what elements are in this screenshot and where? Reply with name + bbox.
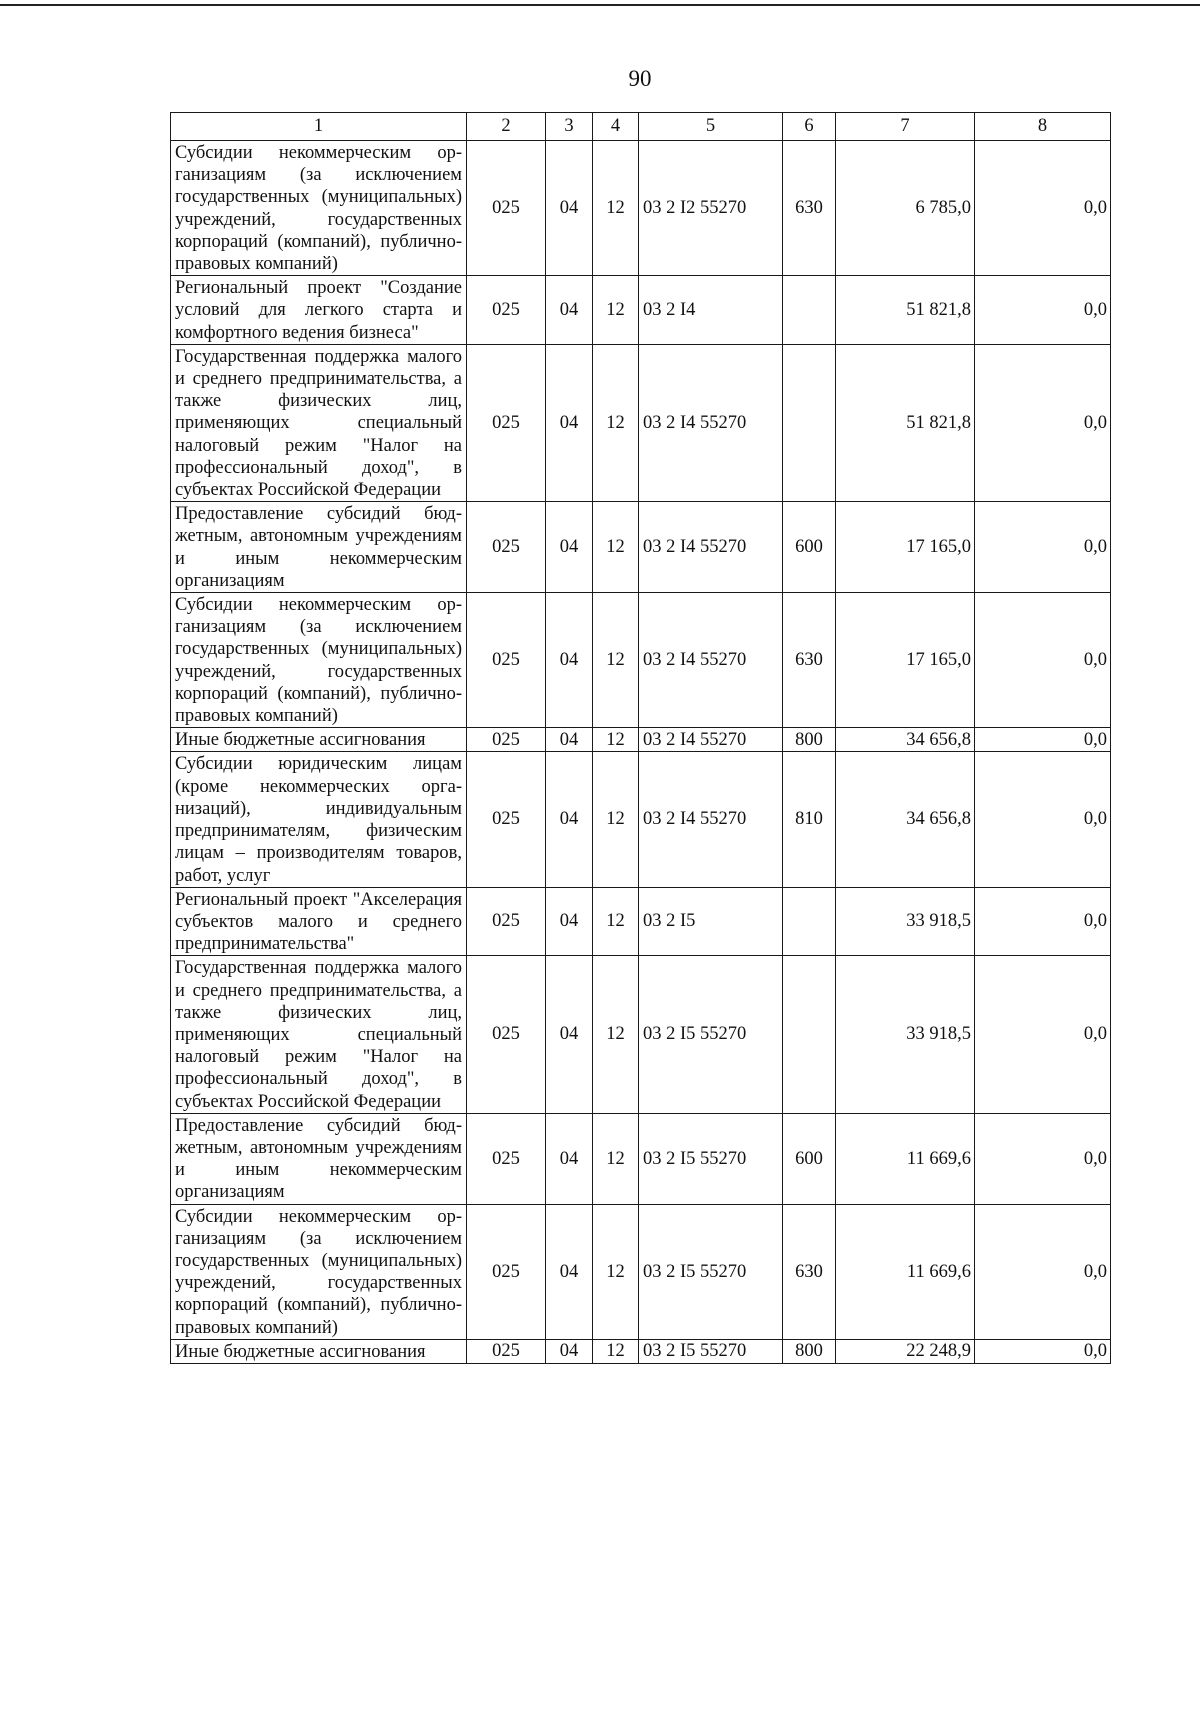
- row-name-cell: Иные бюджетные ассигнования: [171, 1339, 467, 1363]
- row-col-5-cell: 03 2 I5 55270: [639, 1204, 783, 1339]
- row-name-cell: Региональный проект "Акселерация субъектов малого и среднего предпринимательства": [171, 887, 467, 956]
- row-col-7-cell: 17 165,0: [836, 593, 975, 728]
- row-col-5-cell: 03 2 I5 55270: [639, 1113, 783, 1204]
- row-col-4-cell: 12: [593, 1113, 639, 1204]
- row-col-2-cell: 025: [467, 1113, 546, 1204]
- table-row: [171, 1204, 1111, 1339]
- header-col-5: 5: [639, 113, 783, 141]
- row-col-6-cell: [783, 887, 836, 956]
- row-col-8-cell: 0,0: [975, 502, 1111, 593]
- row-col-4-cell: 12: [593, 276, 639, 345]
- row-col-3-cell: 04: [546, 1113, 593, 1204]
- row-col-5-cell: 03 2 I2 55270: [639, 141, 783, 276]
- row-col-8-cell: 0,0: [975, 344, 1111, 501]
- row-col-4-cell: 12: [593, 1339, 639, 1363]
- table-body: [171, 113, 1111, 1364]
- row-col-7-cell: 51 821,8: [836, 276, 975, 345]
- header-col-3: 3: [546, 113, 593, 141]
- row-col-2-cell: 025: [467, 1204, 546, 1339]
- row-col-3-cell: 04: [546, 1204, 593, 1339]
- row-name-cell: Иные бюджетные ассигнования: [171, 728, 467, 752]
- table-row: [171, 276, 1111, 345]
- header-col-2: 2: [467, 113, 546, 141]
- row-col-3-cell: 04: [546, 1339, 593, 1363]
- row-col-3-cell: 04: [546, 752, 593, 887]
- row-col-7-cell: 22 248,9: [836, 1339, 975, 1363]
- row-col-6-cell: 630: [783, 141, 836, 276]
- row-name-cell: Государственная поддержка малого и среднего предпринимательства, а также физических лиц, применяющих специальный налоговый режим "Налог на профессиональный доход", в субъектах Российской Федерации: [171, 956, 467, 1113]
- page-number: 90: [628, 66, 652, 91]
- row-col-8-cell: 0,0: [975, 276, 1111, 345]
- row-col-5-cell: 03 2 I4 55270: [639, 344, 783, 501]
- row-col-6-cell: 800: [783, 1339, 836, 1363]
- row-col-5-cell: 03 2 I4 55270: [639, 502, 783, 593]
- header-row: [171, 113, 1111, 141]
- row-col-4-cell: 12: [593, 1204, 639, 1339]
- header-col-4: 4: [593, 113, 639, 141]
- row-col-2-cell: 025: [467, 728, 546, 752]
- table-row: [171, 344, 1111, 501]
- table-row: [171, 728, 1111, 752]
- row-col-4-cell: 12: [593, 593, 639, 728]
- top-edge-rule: [0, 4, 1200, 6]
- row-col-5-cell: 03 2 I4 55270: [639, 728, 783, 752]
- row-col-7-cell: 33 918,5: [836, 956, 975, 1113]
- row-col-8-cell: 0,0: [975, 752, 1111, 887]
- row-col-7-cell: 11 669,6: [836, 1113, 975, 1204]
- row-name-cell: Субсидии некоммерческим организациям (за исключением государственных (муниципальных) учреждений, государственных корпораций (компаний), публично-правовых компаний): [171, 141, 467, 276]
- row-col-7-cell: 34 656,8: [836, 728, 975, 752]
- row-col-2-cell: 025: [467, 752, 546, 887]
- row-col-3-cell: 04: [546, 593, 593, 728]
- row-col-2-cell: 025: [467, 1339, 546, 1363]
- row-col-2-cell: 025: [467, 502, 546, 593]
- row-col-3-cell: 04: [546, 502, 593, 593]
- row-col-2-cell: 025: [467, 956, 546, 1113]
- row-col-6-cell: 600: [783, 502, 836, 593]
- row-col-8-cell: 0,0: [975, 1113, 1111, 1204]
- row-col-8-cell: 0,0: [975, 956, 1111, 1113]
- row-col-5-cell: 03 2 I5 55270: [639, 1339, 783, 1363]
- table-row: [171, 752, 1111, 887]
- row-col-5-cell: 03 2 I4 55270: [639, 593, 783, 728]
- row-col-4-cell: 12: [593, 728, 639, 752]
- row-col-3-cell: 04: [546, 956, 593, 1113]
- row-col-8-cell: 0,0: [975, 728, 1111, 752]
- table-row: [171, 1113, 1111, 1204]
- row-col-3-cell: 04: [546, 728, 593, 752]
- row-col-2-cell: 025: [467, 141, 546, 276]
- row-col-8-cell: 0,0: [975, 1339, 1111, 1363]
- row-col-6-cell: 630: [783, 593, 836, 728]
- row-name-cell: Субсидии некоммерческим организациям (за исключением государственных (муниципальных) учреждений, государственных корпораций (компаний), публично-правовых компаний): [171, 1204, 467, 1339]
- row-col-4-cell: 12: [593, 502, 639, 593]
- row-col-7-cell: 34 656,8: [836, 752, 975, 887]
- header-col-1: 1: [171, 113, 467, 141]
- row-col-2-cell: 025: [467, 344, 546, 501]
- row-col-6-cell: 630: [783, 1204, 836, 1339]
- row-col-5-cell: 03 2 I5: [639, 887, 783, 956]
- budget-table: [170, 112, 1111, 1364]
- row-col-4-cell: 12: [593, 887, 639, 956]
- table-row: [171, 1339, 1111, 1363]
- row-col-6-cell: [783, 344, 836, 501]
- row-col-6-cell: 810: [783, 752, 836, 887]
- row-col-6-cell: 600: [783, 1113, 836, 1204]
- row-col-6-cell: 800: [783, 728, 836, 752]
- row-col-3-cell: 04: [546, 344, 593, 501]
- header-col-6: 6: [783, 113, 836, 141]
- table-row: [171, 887, 1111, 956]
- row-col-6-cell: [783, 956, 836, 1113]
- table-row: [171, 141, 1111, 276]
- header-col-8: 8: [975, 113, 1111, 141]
- row-col-7-cell: 17 165,0: [836, 502, 975, 593]
- row-col-2-cell: 025: [467, 887, 546, 956]
- row-col-3-cell: 04: [546, 887, 593, 956]
- row-col-7-cell: 11 669,6: [836, 1204, 975, 1339]
- row-col-2-cell: 025: [467, 276, 546, 345]
- row-col-7-cell: 51 821,8: [836, 344, 975, 501]
- row-col-3-cell: 04: [546, 276, 593, 345]
- row-col-6-cell: [783, 276, 836, 345]
- row-col-4-cell: 12: [593, 956, 639, 1113]
- row-name-cell: Региональный проект "Создание условий для легкого старта и комфортного ведения бизнеса": [171, 276, 467, 345]
- row-col-8-cell: 0,0: [975, 141, 1111, 276]
- row-name-cell: Предоставление субсидий бюджетным, автономным учреждениям и иным некоммерческим организациям: [171, 502, 467, 593]
- table-row: [171, 502, 1111, 593]
- row-col-8-cell: 0,0: [975, 1204, 1111, 1339]
- table-row: [171, 593, 1111, 728]
- header-col-7: 7: [836, 113, 975, 141]
- row-col-5-cell: 03 2 I4: [639, 276, 783, 345]
- row-col-5-cell: 03 2 I4 55270: [639, 752, 783, 887]
- row-col-2-cell: 025: [467, 593, 546, 728]
- row-col-4-cell: 12: [593, 141, 639, 276]
- row-name-cell: Государственная поддержка малого и среднего предпринимательства, а также физических лиц, применяющих специальный налоговый режим "Налог на профессиональный доход", в субъектах Российской Федерации: [171, 344, 467, 501]
- row-name-cell: Субсидии некоммерческим организациям (за исключением государственных (муниципальных) учреждений, государственных корпораций (компаний), публично-правовых компаний): [171, 593, 467, 728]
- row-col-8-cell: 0,0: [975, 887, 1111, 956]
- row-col-4-cell: 12: [593, 344, 639, 501]
- row-col-5-cell: 03 2 I5 55270: [639, 956, 783, 1113]
- row-col-3-cell: 04: [546, 141, 593, 276]
- row-col-7-cell: 33 918,5: [836, 887, 975, 956]
- row-col-7-cell: 6 785,0: [836, 141, 975, 276]
- row-col-8-cell: 0,0: [975, 593, 1111, 728]
- row-name-cell: Субсидии юридическим лицам (кроме некоммерческих организаций), индивидуальным предпринимателям, физическим лицам – производителям товаров, работ, услуг: [171, 752, 467, 887]
- row-name-cell: Предоставление субсидий бюджетным, автономным учреждениям и иным некоммерческим организациям: [171, 1113, 467, 1204]
- table-row: [171, 956, 1111, 1113]
- row-col-4-cell: 12: [593, 752, 639, 887]
